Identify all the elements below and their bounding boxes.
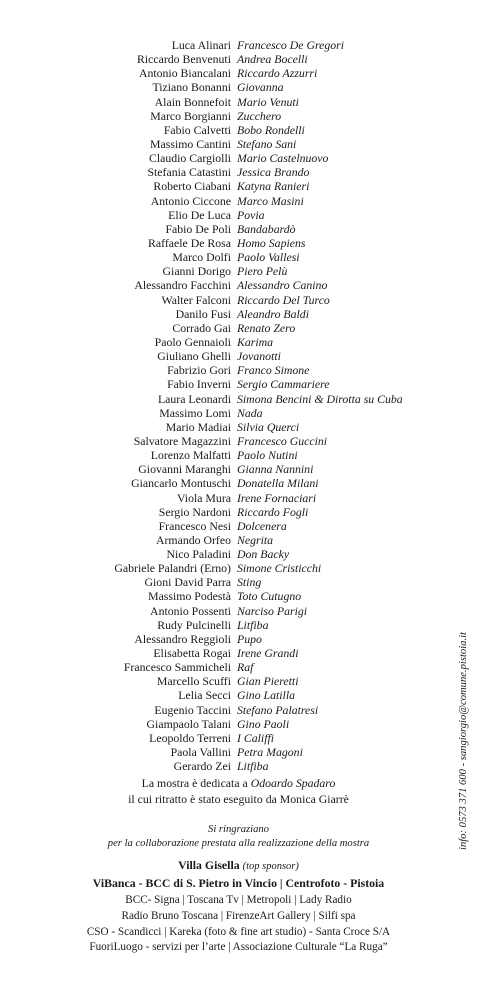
artist-name: Massimo Podestà <box>148 589 231 604</box>
artist-name: Francesco Nesi <box>158 518 231 533</box>
singer-name: Riccardo Del Turco <box>237 292 330 307</box>
singer-name: Mario Castelnuovo <box>237 151 329 166</box>
artist-name: Antonio Ciccone <box>150 193 231 208</box>
singer-name: Alessandro Canino <box>237 278 328 293</box>
singer-name: I Califfi <box>237 730 275 745</box>
artist-name: Fabio De Poli <box>165 221 231 236</box>
singer-name: Jessica Brando <box>237 165 310 180</box>
credit-row <box>0 561 477 575</box>
artist-name: Gianni Dorigo <box>162 264 231 279</box>
artist-name: Mario Madiai <box>165 419 231 434</box>
artist-name: Antonio Possenti <box>150 603 231 618</box>
singer-name: Litfiba <box>237 617 269 632</box>
artist-name: Claudio Cargiolli <box>148 151 231 166</box>
credit-row <box>0 434 477 448</box>
credit-row <box>0 448 477 462</box>
singer-name: Renato Zero <box>237 320 296 335</box>
partners-line: BCC- Signa | Toscana Tv | Metropoli | Lady Radio <box>125 894 352 906</box>
thanks-subtitle: per la collaborazione prestata alla realizzazione della mostra <box>107 838 370 849</box>
singer-name: Stefano Palatresi <box>237 702 319 717</box>
sponsors-section <box>0 857 477 891</box>
singer-name: Zucchero <box>237 108 282 123</box>
credit-row <box>0 406 477 420</box>
credit-row <box>0 66 477 80</box>
credit-row <box>0 745 477 759</box>
artist-name: Leopoldo Terreni <box>149 730 231 745</box>
credit-row <box>0 236 477 250</box>
singer-name: Silvia Querci <box>237 419 300 434</box>
singer-name: Bandabardò <box>237 221 296 236</box>
credit-row <box>0 476 477 490</box>
partners-line: Radio Bruno Toscana | FirenzeArt Gallery | Silfi spa <box>121 909 356 922</box>
credit-row <box>0 349 477 363</box>
singer-name: Toto Cutugno <box>237 589 302 604</box>
artist-name: Raffaele De Rosa <box>148 235 231 250</box>
artist-name: Paola Vallini <box>170 745 231 760</box>
credit-row <box>0 264 477 278</box>
sponsors-line: ViBanca - BCC di S. Pietro in Vincio | Centrofoto - Pistoia <box>92 876 385 890</box>
singer-name: Sting <box>237 575 262 590</box>
singer-name: Marco Masini <box>237 193 304 208</box>
artist-name: Massimo Lomi <box>159 405 231 420</box>
singer-name: Riccardo Azzurri <box>237 66 318 81</box>
credit-row <box>0 717 477 731</box>
artist-name: Lelia Secci <box>178 688 231 703</box>
artist-name: Giovanni Maranghi <box>138 462 231 477</box>
singer-name: Pupo <box>237 631 262 646</box>
singer-name: Irene Fornaciari <box>237 490 317 505</box>
credit-row <box>0 137 477 151</box>
credit-row <box>0 321 477 335</box>
credit-row <box>0 165 477 179</box>
partners-line: FuoriLuogo - servizi per l’arte | Associazione Culturale “La Ruga” <box>89 941 388 954</box>
credit-row <box>0 179 477 193</box>
artist-name: Laura Leonardi <box>157 391 231 406</box>
singer-name: Irene Grandi <box>237 646 299 661</box>
credit-row <box>0 731 477 745</box>
artist-name: Marco Borgianni <box>150 108 231 123</box>
singer-name: Sergio Cammariere <box>237 377 330 392</box>
credit-row <box>0 250 477 264</box>
credit-row <box>0 759 477 773</box>
partners-section <box>0 893 477 956</box>
credit-row <box>0 293 477 307</box>
singer-name: Andrea Bocelli <box>237 52 308 67</box>
credit-row <box>0 505 477 519</box>
singer-name: Gianna Nannini <box>237 462 314 477</box>
credit-row <box>0 208 477 222</box>
artist-name: Gerardo Zei <box>173 759 231 774</box>
credit-row <box>0 604 477 618</box>
credit-row <box>0 392 477 406</box>
singer-name: Riccardo Fogli <box>237 504 309 519</box>
singer-name: Litfiba <box>237 759 269 774</box>
artist-name: Luca Alinari <box>171 38 231 52</box>
singer-name: Narciso Parigi <box>237 603 308 618</box>
singer-name: Katyna Ranieri <box>237 179 310 194</box>
artist-name: Fabio Inverni <box>167 377 231 392</box>
artist-name: Danilo Fusi <box>175 306 231 321</box>
artist-name: Gabriele Palandri (Erno) <box>114 561 231 576</box>
artist-name: Gioni David Parra <box>144 575 231 590</box>
singer-name: Francesco De Gregori <box>237 38 345 52</box>
artist-name: Riccardo Benvenuti <box>136 52 231 67</box>
singer-name: Nada <box>237 405 263 420</box>
artist-name: Roberto Ciabani <box>153 179 231 194</box>
singer-name: Gino Latilla <box>237 688 296 703</box>
credit-row <box>0 52 477 66</box>
credit-row <box>0 151 477 165</box>
singer-name: Petra Magoni <box>237 745 303 760</box>
artist-name: Francesco Sammicheli <box>123 660 231 675</box>
portrait-artist: Monica Giarrè <box>279 792 349 806</box>
singer-name: Simona Bencini & Dirotta su Cuba <box>237 391 403 406</box>
artist-name: Elio De Luca <box>168 207 231 222</box>
credit-row <box>0 618 477 632</box>
credit-row <box>0 307 477 321</box>
portrait-text: il cui ritratto è stato eseguito da <box>128 792 280 806</box>
singer-name: Jovanotti <box>237 349 281 364</box>
credit-row <box>0 632 477 646</box>
credit-row <box>0 547 477 561</box>
credit-row <box>0 462 477 476</box>
singer-name: Aleandro Baldi <box>237 306 309 321</box>
singer-name: Gian Pieretti <box>237 674 299 689</box>
singer-name: Franco Simone <box>237 363 310 378</box>
credit-row <box>0 420 477 434</box>
singer-name: Stefano Sani <box>237 136 297 151</box>
credit-row <box>0 575 477 589</box>
credit-row <box>0 38 477 52</box>
credit-row <box>0 519 477 533</box>
credit-row <box>0 533 477 547</box>
artist-name: Rudy Pulcinelli <box>157 617 231 632</box>
artist-name: Fabrizio Gori <box>167 363 231 378</box>
artist-name: Massimo Cantini <box>150 136 231 151</box>
credit-row <box>0 335 477 349</box>
credit-row <box>0 703 477 717</box>
singer-name: Homo Sapiens <box>237 235 306 250</box>
thanks-section <box>0 823 477 851</box>
artist-name: Marcello Scuffi <box>156 674 231 689</box>
artist-name: Lorenzo Malfatti <box>150 448 231 463</box>
top-sponsor-name: Villa Gisella <box>178 858 240 872</box>
credit-row <box>0 589 477 603</box>
artist-name: Giuliano Ghelli <box>157 349 231 364</box>
artist-name: Alain Bonnefoit <box>154 94 231 109</box>
artist-name: Antonio Biancalani <box>138 66 231 81</box>
artist-name: Viola Mura <box>176 490 231 505</box>
dedication-text: La mostra è dedicata a <box>141 776 251 790</box>
credit-row <box>0 109 477 123</box>
artist-name: Stefania Catastini <box>147 165 231 180</box>
singer-name: Piero Pelù <box>237 264 288 279</box>
artist-name: Elisabetta Rogai <box>153 646 231 661</box>
artist-name: Alessandro Facchini <box>134 278 231 293</box>
dedicatee-name: Odoardo Spadaro <box>250 776 336 790</box>
singer-name: Paolo Nutini <box>237 448 298 463</box>
credit-row <box>0 491 477 505</box>
credit-row <box>0 674 477 688</box>
artist-name: Salvatore Magazzini <box>133 433 231 448</box>
singer-name: Raf <box>237 660 254 675</box>
artist-name: Eugenio Taccini <box>154 702 231 717</box>
credit-row <box>0 377 477 391</box>
partners-line: CSO - Scandicci | Kareka (foto & fine art studio) - Santa Croce S/A <box>86 925 391 938</box>
credit-row <box>0 123 477 137</box>
credit-row <box>0 80 477 94</box>
singer-name: Mario Venuti <box>237 94 299 109</box>
singer-name: Bobo Rondelli <box>237 122 305 137</box>
singer-name: Paolo Vallesi <box>237 250 300 265</box>
artist-name: Walter Falconi <box>161 292 231 307</box>
credit-row <box>0 222 477 236</box>
artist-name: Marco Dolfi <box>172 250 231 265</box>
dedication <box>0 775 477 807</box>
credits-list <box>0 38 477 773</box>
credit-row <box>0 95 477 109</box>
singer-name: Dolcenera <box>237 518 287 533</box>
singer-name: Gino Paoli <box>237 716 290 731</box>
singer-name: Donatella Milani <box>237 476 319 491</box>
artist-name: Giampaolo Talani <box>146 716 231 731</box>
credit-row <box>0 194 477 208</box>
singer-name: Giovanna <box>237 80 284 95</box>
singer-name: Povia <box>237 207 265 222</box>
artist-name: Fabio Calvetti <box>163 122 231 137</box>
singer-name: Francesco Guccini <box>237 433 328 448</box>
artist-name: Armando Orfeo <box>155 532 231 547</box>
credit-row <box>0 646 477 660</box>
singer-name: Karima <box>237 334 274 349</box>
top-sponsor-tag: (top sponsor) <box>242 861 299 872</box>
artist-name: Nico Paladini <box>166 547 231 562</box>
singer-name: Don Backy <box>237 547 290 562</box>
artist-name: Paolo Gennaioli <box>154 334 231 349</box>
artist-name: Alessandro Reggioli <box>134 631 231 646</box>
credit-row <box>0 660 477 674</box>
artist-name: Sergio Nardoni <box>158 504 231 519</box>
credit-row <box>0 363 477 377</box>
contact-info: info: 0573 371 600 - sangiorgio@comune.pistoia.it <box>458 632 469 850</box>
credit-row <box>0 278 477 292</box>
singer-name: Negrita <box>237 532 274 547</box>
artist-name: Tiziano Bonanni <box>152 80 231 95</box>
credit-row <box>0 688 477 702</box>
thanks-heading: Si ringraziano <box>208 824 269 835</box>
singer-name: Simone Cristicchi <box>237 561 322 576</box>
artist-name: Corrado Gai <box>172 320 231 335</box>
artist-name: Giancarlo Montuschi <box>131 476 231 491</box>
